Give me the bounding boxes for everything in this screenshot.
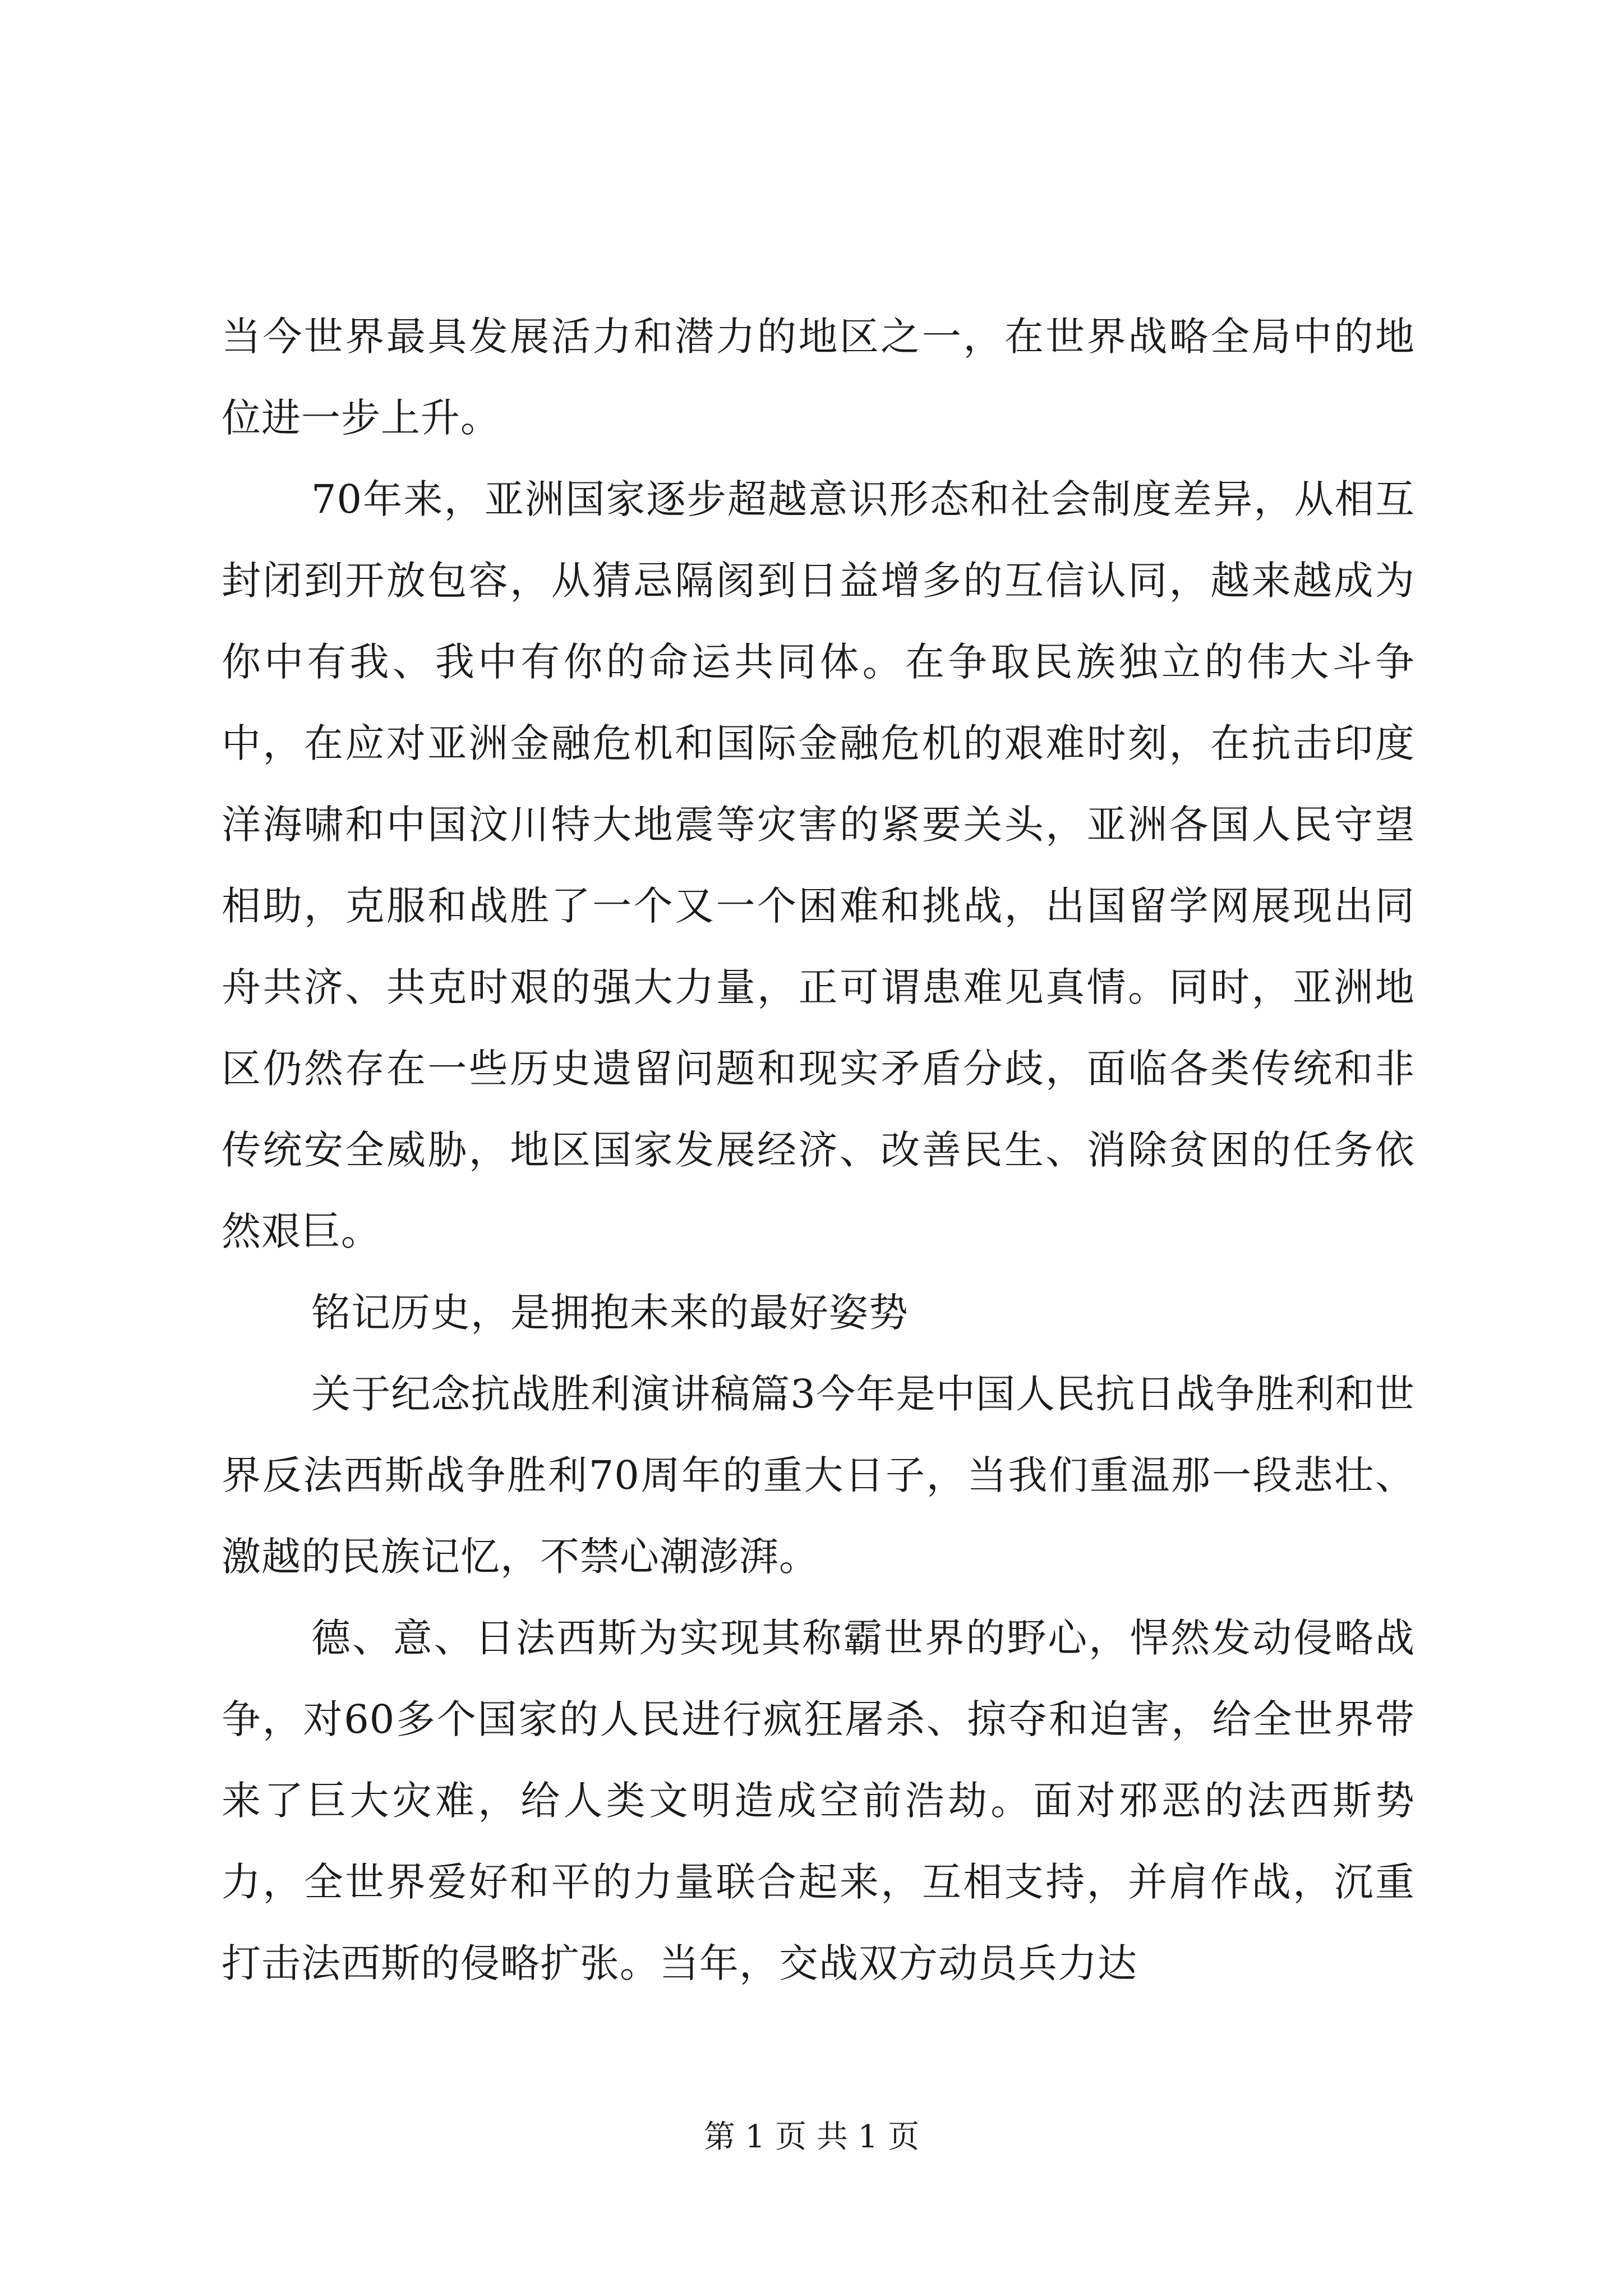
paragraph-4: 关于纪念抗战胜利演讲稿篇3今年是中国人民抗日战争胜利和世界反法西斯战争胜利70周年的重大日子，当我们重温那一段悲壮、激越的民族记忆，不禁心潮澎湃。: [222, 1371, 1415, 1580]
paragraph-1: 当今世界最具发展活力和潜力的地区之一，在世界战略全局中的地位进一步上升。: [222, 314, 1415, 441]
paragraph-5: 德、意、日法西斯为实现其称霸世界的野心，悍然发动侵略战争，对60多个国家的人民进行疯狂屠杀、掠夺和迫害，给全世界带来了巨大灾难，给人类文明造成空前浩劫。面对邪恶的法西斯势力，全世界爱好和平的力量联合起来，互相支持，并肩作战，沉重打击法西斯的侵略扩张。当年，交战双方动员兵力达: [222, 1615, 1415, 1986]
page-footer: 第 1 页 共 1 页: [703, 2119, 920, 2155]
paragraph-3: 铭记历史，是拥抱未来的最好姿势: [311, 1290, 909, 1336]
paragraph-2: 70年来，亚洲国家逐步超越意识形态和社会制度差异，从相互封闭到开放包容，从猜忌隔阂到日益增多的互信认同，越来越成为你中有我、我中有你的命运共同体。在争取民族独立的伟大斗争中，在应对亚洲金融危机和国际金融危机的艰难时刻，在抗击印度洋海啸和中国汶川特大地震等灾害的紧要关头，亚洲各国人民守望相助，克服和战胜了一个又一个困难和挑战，出国留学网展现出同舟共济、共克时艰的强大力量，正可谓患难见真情。同时，亚洲地区仍然存在一些历史遗留问题和现实矛盾分歧，面临各类传统和非传统安全威胁，地区国家发展经济、改善民生、消除贫困的任务依然艰巨。: [222, 476, 1415, 1254]
document-body: [222, 296, 1415, 2004]
